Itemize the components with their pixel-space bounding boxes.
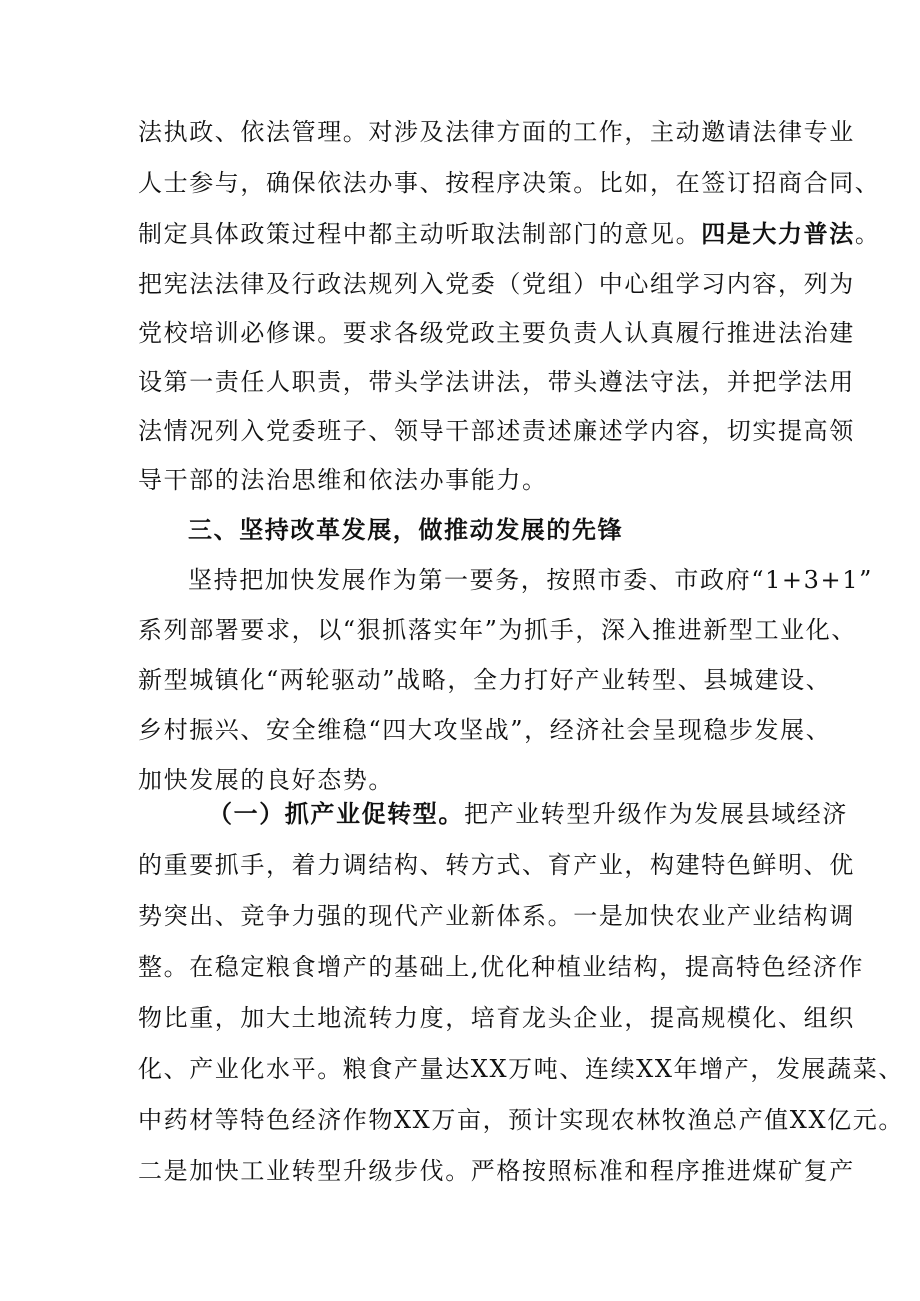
text-segment: 把宪法法律及行政法规列入党委（党组）中心组学习内容，列为 xyxy=(138,270,855,298)
text-segment: 设第一责任人职责，带头学法讲法，带头遵法守法，并把学法用 xyxy=(138,368,855,396)
text-segment: 物比重，加大土地流转力度，培育龙头企业，提高规模化、组织 xyxy=(138,1004,855,1032)
paragraph-line xyxy=(138,663,831,697)
bold-heading-segment: 四是大力普法 xyxy=(701,219,855,248)
paragraph-line xyxy=(138,365,855,399)
text-segment: 制定具体政策过程中都主动听取法制部门的意见。 xyxy=(138,220,702,248)
text-segment: 中药材等特色经济作物XX万亩，预计实现农林牧渔总产值XX亿元。 xyxy=(138,1106,904,1134)
paragraph-line xyxy=(138,1103,904,1137)
paragraph-line xyxy=(208,797,848,831)
text-segment: 的重要抓手，着力调结构、转方式、育产业，构建特色鲜明、优 xyxy=(138,851,855,879)
text-segment: 党校培训必修课。要求各级党政主要负责人认真履行推进法治建 xyxy=(138,319,855,347)
text-segment: 法执政、依法管理。对涉及法律方面的工作，主动邀请法律专业 xyxy=(138,118,855,146)
text-segment: 把产业转型升级作为发展县域经济 xyxy=(464,800,848,828)
text-segment: 化、产业化水平。粮食产量达XX万吨、连续XX年增产，发展蔬菜、 xyxy=(138,1055,904,1083)
paragraph-line xyxy=(138,414,855,448)
text-segment: 法情况列入党委班子、领导干部述责述廉述学内容，切实提高领 xyxy=(138,417,855,445)
text-segment: 加快发展的良好态势。 xyxy=(138,766,394,794)
paragraph-line xyxy=(188,563,873,597)
text-segment: 坚持把加快发展作为第一要务，按照市委、市政府“1+3+1” xyxy=(188,566,873,594)
paragraph-line xyxy=(138,763,394,797)
text-segment: 导干部的法治思维和依法办事能力。 xyxy=(138,466,548,494)
paragraph-line xyxy=(138,217,880,251)
paragraph-line xyxy=(138,1001,855,1035)
paragraph-line xyxy=(138,848,855,882)
paragraph-line xyxy=(138,166,880,200)
text-segment: 势突出、竞争力强的现代产业新体系。一是加快农业产业结构调 xyxy=(138,902,855,930)
text-segment: 乡村振兴、安全维稳“四大攻坚战”，经济社会呈现稳步发展、 xyxy=(138,716,832,744)
text-segment: 整。在稳定粮食增产的基础上,优化种植业结构，提高特色经济作 xyxy=(138,953,865,981)
section-heading-text: 三、坚持改革发展，做推动发展的先锋 xyxy=(188,515,624,544)
text-segment: 二是加快工业转型升级步伐。严格按照标准和程序推进煤矿复产 xyxy=(138,1157,855,1185)
text-segment: 人士参与，确保依法办事、按程序决策。比如，在签订招商合同、 xyxy=(138,169,881,197)
text-segment: 新型城镇化“两轮驱动”战略，全力打好产业转型、县城建设、 xyxy=(138,666,832,694)
paragraph-line xyxy=(138,115,855,149)
paragraph-line xyxy=(138,613,857,647)
subsection-heading: （一）抓产业促转型。 xyxy=(208,799,464,828)
paragraph-line xyxy=(138,316,855,350)
text-segment: 。 xyxy=(854,220,881,248)
paragraph-line xyxy=(138,950,864,984)
paragraph-line xyxy=(138,463,548,497)
paragraph-line xyxy=(138,1052,904,1086)
paragraph-line xyxy=(138,713,831,747)
paragraph-line xyxy=(138,899,855,933)
paragraph-line xyxy=(138,1154,855,1188)
paragraph-line xyxy=(138,267,855,301)
section-heading xyxy=(188,513,623,547)
text-segment: 系列部署要求，以“狠抓落实年”为抓手，深入推进新型工业化、 xyxy=(138,616,857,644)
